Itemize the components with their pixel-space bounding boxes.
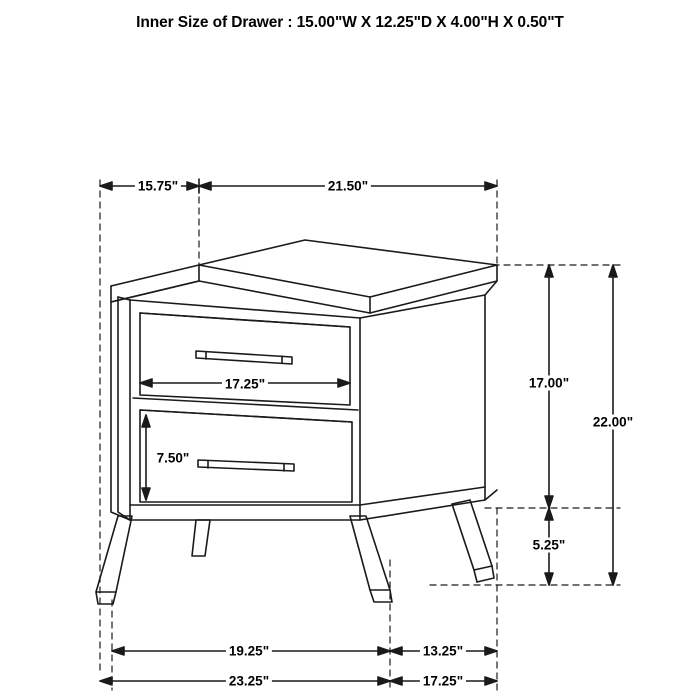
dimension-label-side-outer-depth: 17.25" xyxy=(420,674,466,689)
dimension-label-front-outer-width: 23.25" xyxy=(226,674,272,689)
dimension-label-side-inner-depth: 13.25" xyxy=(420,644,466,659)
dimension-label-top-width: 21.50" xyxy=(325,179,371,194)
nightstand-body xyxy=(111,240,497,520)
dimension-label-upper-drawer-width: 17.25" xyxy=(222,377,268,392)
legs xyxy=(96,500,494,604)
dimension-label-leg-height: 5.25" xyxy=(530,538,569,553)
page-title: Inner Size of Drawer : 15.00"W X 12.25"D X 4.00"H X 0.50"T xyxy=(136,14,564,31)
dimension-label-side-total-height: 22.00" xyxy=(590,415,636,430)
dimension-label-top-left-depth: 15.75" xyxy=(135,179,181,194)
upper-drawer-handle xyxy=(196,351,292,364)
dimension-label-side-upper-height: 17.00" xyxy=(526,376,572,391)
lower-drawer-height-dimension xyxy=(142,415,150,500)
dimension-label-lower-drawer-height: 7.50" xyxy=(154,451,193,466)
dimension-label-front-inner-width: 19.25" xyxy=(226,644,272,659)
lower-drawer-handle xyxy=(198,460,294,471)
